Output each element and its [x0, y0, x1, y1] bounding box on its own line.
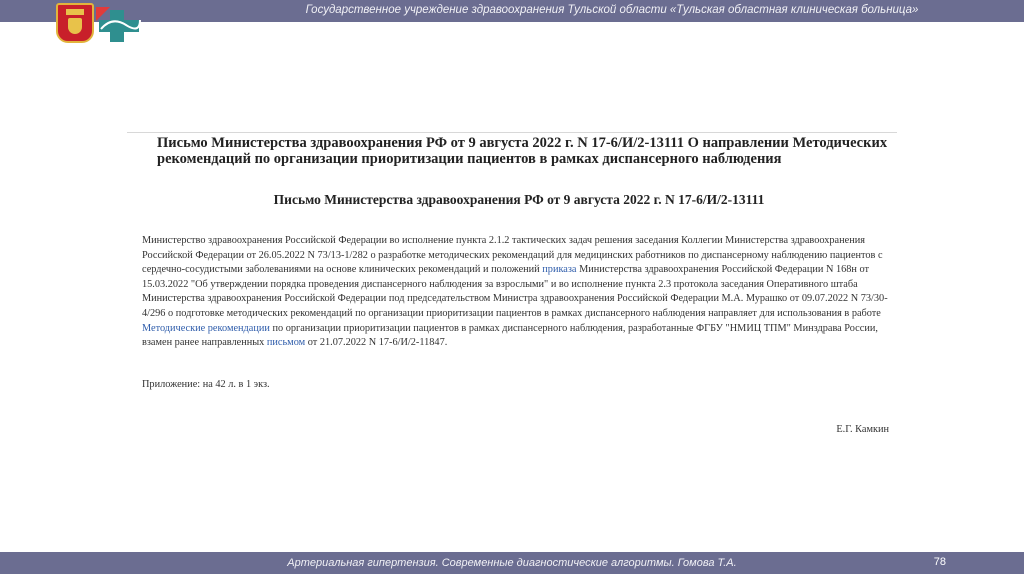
header-title: Государственное учреждение здравоохранения Тульской области «Тульская областная клиническая больница» — [305, 4, 919, 16]
coat-of-arms-logo — [56, 3, 94, 43]
page-number: 78 — [933, 556, 946, 568]
footer-text: Артериальная гипертензия. Современные диагностические алгоритмы. Гомова Т.А. — [287, 557, 737, 569]
document-body — [142, 234, 902, 351]
emblem-icon — [68, 18, 82, 34]
document-subtitle: Письмо Министерства здравоохранения РФ от 9 августа 2022 г. N 17-6/И/2-13111 — [273, 192, 765, 207]
footer-bar — [0, 552, 1024, 574]
document-title: Письмо Министерства здравоохранения РФ от 9 августа 2022 г. N 17-6/И/2-13111 О направлении Методических рекомендаций по организации приоритизации пациентов в рамках диспансерного наблюдения — [157, 135, 888, 167]
document-divider — [127, 132, 897, 133]
body-text-1: Министерство здравоохранения Российской Федерации во исполнение пункта 2.1.2 тактических задач решения заседания Коллегии Министерства здравоохранения Российской Федерации от 26.05.2022 N 73/13-1/282 о разработке методических рекомендаций для медицинских работников по диспансерному наблюдению пациентов с сердечно-сосудистыми заболеваниями на основе клинических рекомендаций и положений — [142, 235, 883, 276]
order-link[interactable]: приказа — [542, 264, 577, 276]
crown-icon — [66, 9, 84, 15]
hospital-logo-red-triangle — [96, 7, 110, 21]
letter-link[interactable]: письмом — [266, 337, 306, 349]
body-text-3: по организации приоритизации пациентов в рамках диспансерного наблюдения, разработанные ФГБУ "НМИЦ ТПМ" Минздрава России, взамен ранее направленных — [142, 322, 878, 349]
attachment-note: Приложение: на 42 л. в 1 экз. — [142, 379, 270, 390]
header-bar — [0, 0, 1024, 22]
hospital-logo — [96, 7, 142, 43]
guidelines-link[interactable]: Методические рекомендации — [142, 322, 270, 334]
body-text-2: Министерства здравоохранения Российской Федерации N 168н от 15.03.2022 "Об утверждении порядка проведения диспансерного наблюдения за взрослыми" и во исполнение пункта 2.3 протокола заседания Оперативного штаба Министерства здравоохранения Российской Федерации под председательством Министра здравоохранения Российской Федерации М.А. Мурашко от 09.07.2022 N 73/30-4/296 о подготовке методических рекомендаций по организации приоритизации пациентов в рамках диспансерного наблюдения направляет для использования в работе — [142, 264, 888, 319]
signature: Е.Г. Камкин — [836, 424, 889, 435]
body-text-4: от 21.07.2022 N 17-6/И/2-11847. — [305, 337, 448, 349]
